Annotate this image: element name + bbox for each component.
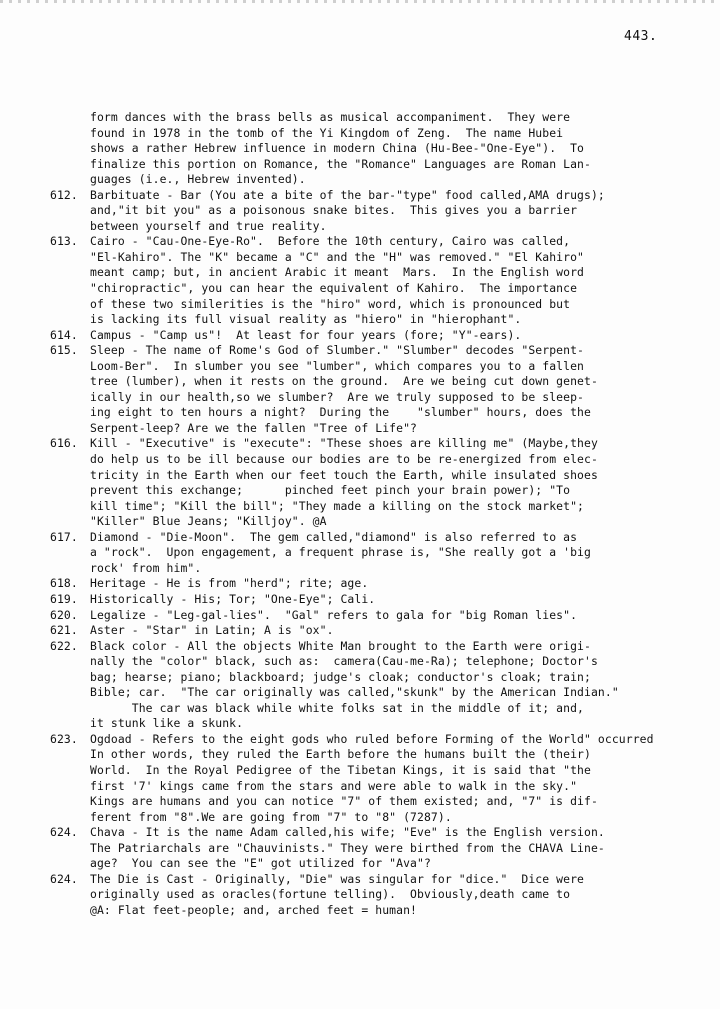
paragraph-lines [90, 234, 718, 327]
entry-number: 614. [50, 327, 78, 342]
entry-paragraph [50, 234, 718, 327]
document-body [50, 110, 718, 918]
entry-paragraph [50, 639, 718, 732]
text-line: Bible; car. "The car originally was called,"skunk" by the American Indian." [90, 685, 619, 700]
text-line: first '7' kings came from the stars and were able to walk in the sky." [90, 778, 578, 793]
text-line: Serpent-leep? Are we the fallen "Tree of Life"? [90, 420, 418, 435]
text-line: "Killer" Blue Jeans; "Killjoy". @A [90, 514, 327, 529]
entry-paragraph [50, 732, 718, 825]
text-line: The car was black while white folks sat in the middle of it; and, [90, 700, 584, 715]
entry-number: 620. [50, 607, 78, 622]
text-line: meant camp; but, in ancient Arabic it meant Mars. In the English word [90, 265, 584, 280]
text-line: Loom-Ber". In slumber you see "lumber", which compares you to a fallen [90, 358, 584, 373]
entry-number: 616. [50, 436, 78, 451]
text-line: Barbituate - Bar (You ate a bite of the bar-"type" food called,AMA drugs); [90, 187, 605, 202]
text-line: is lacking its full visual reality as "hiero" in "hierophant". [90, 312, 522, 327]
entry-number: 617. [50, 529, 78, 544]
entry-paragraph [50, 530, 718, 577]
text-line: bag; hearse; piano; blackboard; judge's cloak; conductor's cloak; train; [90, 669, 591, 684]
text-line: Aster - "Star" in Latin; A is "ox". [90, 623, 334, 638]
text-line: Kings are humans and you can notice "7" of them existed; and, "7" is dif- [90, 794, 598, 809]
text-line: "El-Kahiro". The "K" became a "C" and the "H" was removed." "El Kahiro" [90, 249, 584, 264]
text-line: a "rock". Upon engagement, a frequent phrase is, "She really got a 'big [90, 545, 591, 560]
page-number: 443. [624, 29, 658, 44]
text-line: "chiropractic", you can hear the equivalent of Kahiro. The importance [90, 281, 578, 296]
text-line: The Die is Cast - Originally, "Die" was singular for "dice." Dice were [90, 871, 584, 886]
continuation-paragraph [50, 110, 718, 188]
entry-number: 624. [50, 871, 78, 886]
text-line: ically in our health,so we slumber? Are we truly supposed to be sleep- [90, 389, 584, 404]
text-line: and,"it bit you" as a poisonous snake bites. This gives you a barrier [90, 203, 578, 218]
paragraph-lines [90, 608, 718, 624]
paragraph-lines [90, 639, 718, 732]
text-line: age? You can see the "E" got utilized for "Ava"? [90, 856, 431, 871]
text-line: Chava - It is the name Adam called,his wife; "Eve" is the English version. [90, 825, 605, 840]
text-line: Black color - All the objects White Man brought to the Earth were origi- [90, 638, 591, 653]
scan-edge-noise [0, 0, 720, 3]
entry-paragraph [50, 608, 718, 624]
text-line: originally used as oracles(fortune telling). Obviously,death came to [90, 887, 571, 902]
entry-paragraph [50, 872, 718, 919]
entry-number: 622. [50, 638, 78, 653]
entry-paragraph [50, 825, 718, 872]
text-line: Legalize - "Leg-gal-lies". "Gal" refers to gala for "big Roman lies". [90, 607, 578, 622]
paragraph-lines [90, 530, 718, 577]
paragraph-lines [90, 328, 718, 344]
text-line: World. In the Royal Pedigree of the Tibetan Kings, it is said that "the [90, 762, 591, 777]
text-line: In other words, they ruled the Earth before the humans built the (their) [90, 747, 591, 762]
paragraph-lines [90, 576, 718, 592]
entry-number: 618. [50, 576, 78, 591]
text-line: Diamond - "Die-Moon". The gem called,"diamond" is also referred to as [90, 529, 578, 544]
text-line: shows a rather Hebrew influence in modern China (Hu-Bee-"One-Eye"). To [90, 141, 584, 156]
text-line: form dances with the brass bells as musical accompaniment. They were [90, 110, 571, 124]
text-line: tricity in the Earth when our feet touch the Earth, while insulated shoes [90, 467, 598, 482]
text-line: do help us to be ill because our bodies are to be re-energized from elec- [90, 452, 598, 467]
entry-paragraph [50, 592, 718, 608]
entry-paragraph [50, 576, 718, 592]
paragraph-lines [90, 623, 718, 639]
entry-number: 619. [50, 591, 78, 606]
entry-number-blank [50, 110, 90, 188]
entry-number: 623. [50, 731, 78, 746]
entry-number: 612. [50, 187, 78, 202]
text-line: between yourself and true reality. [90, 218, 327, 233]
text-line: The Patriarchals are "Chauvinists." They were birthed from the CHAVA Line- [90, 840, 605, 855]
text-line: Campus - "Camp us"! At least for four years (fore; "Y"-ears). [90, 327, 522, 342]
entry-number: 613. [50, 234, 78, 249]
text-line: Heritage - He is from "herd"; rite; age. [90, 576, 369, 591]
paragraph-lines [90, 110, 718, 188]
paragraph-lines [90, 592, 718, 608]
entry-paragraph [50, 436, 718, 529]
text-line: @A: Flat feet-people; and, arched feet = human! [90, 902, 418, 917]
text-line: ing eight to ten hours a night? During the "slumber" hours, does the [90, 405, 591, 420]
text-line: nally the "color" black, such as: camera(Cau-me-Ra); telephone; Doctor's [90, 654, 598, 669]
text-line: Cairo - "Cau-One-Eye-Ro". Before the 10th century, Cairo was called, [90, 234, 571, 249]
text-line: Kill - "Executive" is "execute": "These shoes are killing me" (Maybe,they [90, 436, 598, 451]
text-line: kill time"; "Kill the bill"; "They made a killing on the stock market"; [90, 498, 584, 513]
paragraph-lines [90, 188, 718, 235]
paragraph-lines [90, 732, 718, 825]
entry-number: 624. [50, 825, 78, 840]
text-line: finalize this portion on Romance, the "Romance" Languages are Roman Lan- [90, 156, 591, 171]
paragraph-lines [90, 436, 718, 529]
text-line: Sleep - The name of Rome's God of Slumber." "Slumber" decodes "Serpent- [90, 343, 584, 358]
text-line: Historically - His; Tor; "One-Eye"; Cali. [90, 591, 376, 606]
text-line: guages (i.e., Hebrew invented). [90, 172, 306, 187]
entry-paragraph [50, 343, 718, 436]
entry-paragraph [50, 328, 718, 344]
text-line: it stunk like a skunk. [90, 716, 244, 731]
paragraph-lines [90, 825, 718, 872]
text-line: Ogdoad - Refers to the eight gods who ruled before Forming of the World" occurred [90, 731, 654, 746]
entry-paragraph [50, 188, 718, 235]
text-line: rock' from him". [90, 560, 202, 575]
text-line: tree (lumber), when it rests on the ground. Are we being cut down genet- [90, 374, 598, 389]
entry-number: 615. [50, 343, 78, 358]
text-line: found in 1978 in the tomb of the Yi Kingdom of Zeng. The name Hubei [90, 125, 564, 140]
entry-number: 621. [50, 623, 78, 638]
text-line: ferent from "8".We are going from "7" to "8" (7287). [90, 809, 452, 824]
entry-list [50, 188, 718, 919]
paragraph-lines [90, 343, 718, 436]
text-line: prevent this exchange; pinched feet pinch your brain power); "To [90, 483, 571, 498]
entry-paragraph [50, 623, 718, 639]
paragraph-lines [90, 872, 718, 919]
text-line: of these two similerities is the "hiro" word, which is pronounced but [90, 296, 571, 311]
